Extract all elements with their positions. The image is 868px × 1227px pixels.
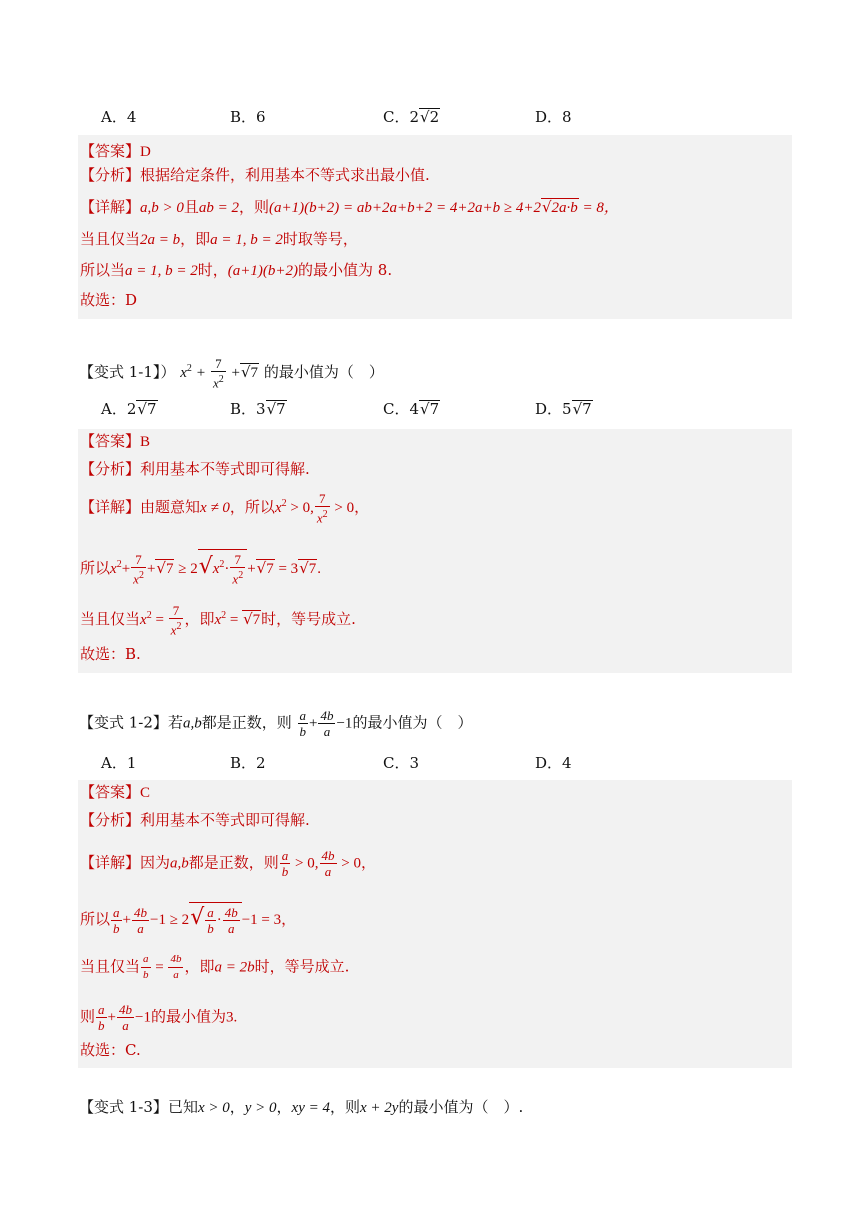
q12-answer-line: 【答案】C <box>80 783 151 801</box>
q12-option-a[interactable]: A．1 <box>101 754 137 772</box>
q12-detail-line: 【详解】因为a,b都是正数，则 $\frac{a}{b}$ > 0, $\frac{4b}{a}$ > 0， <box>80 848 376 879</box>
detail-line: 【详解】a,b > 0且ab = 2，则(a+1)(b+2) = ab+2a+b+2 = 4+2a+b ≥ 4+2√2a·b = 8， <box>80 198 619 216</box>
question-1-3: 【变式 1-3】已知x > 0，y > 0，xy = 4，则x + 2y的最小值为（ ）. <box>79 1098 524 1116</box>
q11-options <box>0 398 868 422</box>
choice-line: 故选：D <box>80 291 138 309</box>
q11-analysis-line: 【分析】利用基本不等式即可得解. <box>80 460 310 478</box>
q11-option-a[interactable]: A．2√7 <box>101 400 157 418</box>
question-1-1: 【变式 1-1】） $x^2$ + $\frac{7}{x^2}$ +√7 的最小值为（ ） <box>79 356 384 391</box>
option-c[interactable]: C．2√2 <box>383 108 440 126</box>
q12-options <box>0 752 868 776</box>
q12-option-d[interactable]: D．4 <box>535 754 572 772</box>
option-a[interactable]: A．4 <box>101 108 137 126</box>
option-b[interactable]: B．6 <box>230 108 266 126</box>
conclusion-line: 所以当a = 1, b = 2时，(a+1)(b+2)的最小值为 8. <box>80 261 393 279</box>
q11-option-b[interactable]: B．3√7 <box>230 400 286 418</box>
q11-option-c[interactable]: C．4√7 <box>383 400 440 418</box>
q11-inequality-line: 所以$x^2+$ $\frac{7}{x^2}$ $+√7 \ge 2√x^2\cdot$ $\frac{7}{x^2}$ +√7 = 3√7. <box>80 549 321 586</box>
answer-line: 【答案】D <box>80 142 151 160</box>
q11-option-d[interactable]: D．5√7 <box>535 400 592 418</box>
q12-conclusion-line: 则 $\frac{a}{b}$ + $\frac{4b}{a}$ −1的最小值为3. <box>80 1002 238 1033</box>
top-options <box>0 106 868 130</box>
q12-option-b[interactable]: B．2 <box>230 754 266 772</box>
q11-choice-line: 故选：B. <box>80 645 141 663</box>
q12-analysis-line: 【分析】利用基本不等式即可得解. <box>80 811 310 829</box>
q12-option-c[interactable]: C．3 <box>383 754 420 772</box>
q12-choice-line: 故选：C. <box>80 1041 141 1059</box>
solution-block-2 <box>78 429 792 673</box>
equality-line: 当且仅当2a = b，即a = 1, b = 2时取等号， <box>80 230 358 248</box>
solution-block-1 <box>78 135 792 319</box>
option-d[interactable]: D．8 <box>535 108 572 126</box>
solution-block-3 <box>78 780 792 1068</box>
q12-inequality-line: 所以 $\frac{a}{b}$ + $\frac{4b}{a}$ −1 ≥ 2√ $\frac{a}{b}$ · $\frac{4b}{a}$ −1 = 3， <box>80 902 296 936</box>
question-1-2: 【变式 1-2】若a,b都是正数，则 $\frac{a}{b}$ + $\frac{4b}{a}$ −1的最小值为（ ） <box>79 708 473 739</box>
q11-equality-line: 当且仅当$x^2$ = $\frac{7}{x^2}$ ，即$x^2 = √7$时，等号成立. <box>80 603 356 638</box>
q11-detail-line: 【详解】由题意知x ≠ 0，所以$x^2 > 0$, $\frac{7}{x^2}$ > 0， <box>80 491 370 526</box>
analysis-line: 【分析】根据给定条件，利用基本不等式求出最小值. <box>80 166 430 184</box>
q11-answer-line: 【答案】B <box>80 432 151 450</box>
q12-equality-line: 当且仅当 $\frac{a}{b}$ = $\frac{4b}{a}$ ，即a = 2b时，等号成立. <box>80 953 350 981</box>
